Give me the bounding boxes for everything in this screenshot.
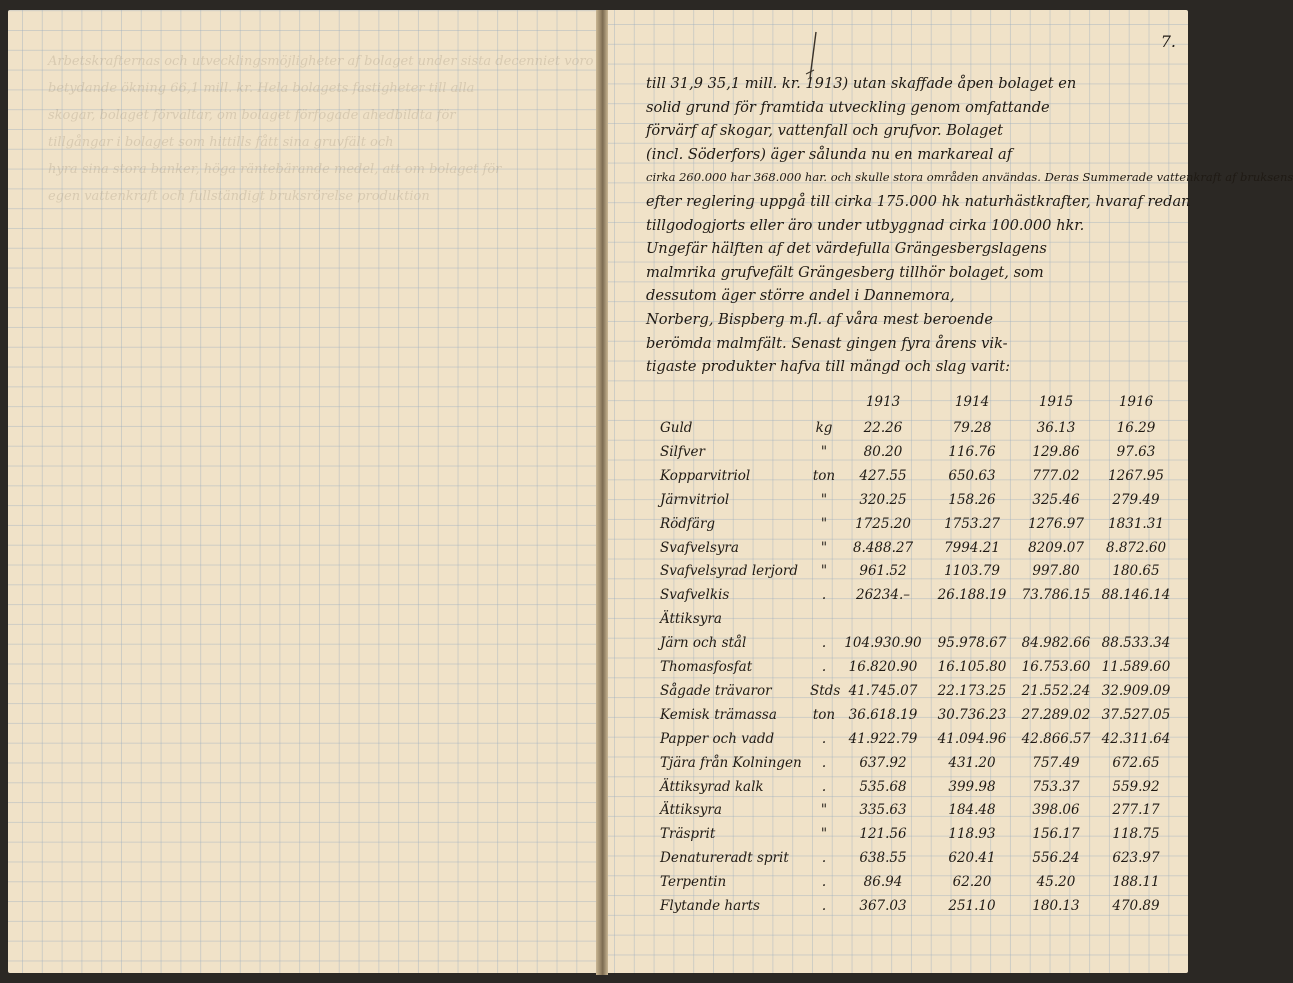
value-1913: 320.25 <box>859 491 907 508</box>
header-1914: 1914 <box>954 394 990 410</box>
row-name: Svafvelsyrad lerjord <box>660 563 799 580</box>
value-1914: 22.173.25 <box>937 682 1007 699</box>
value-1915: 757.49 <box>1032 754 1080 771</box>
value-1916: 16.29 <box>1116 420 1156 436</box>
row-name: Svafvelkis <box>660 587 730 604</box>
value-1915: 556.24 <box>1032 850 1080 867</box>
value-1915: 325.46 <box>1032 491 1080 508</box>
row-unit: " <box>820 802 828 819</box>
ghost-line: skogar, bolaget förvaltar, om bolaget förfogade ahedbildta för <box>48 108 456 123</box>
row-name: Tjära från Kolningen <box>660 754 802 771</box>
table-row <box>660 755 1172 779</box>
value-1915: 16.753.60 <box>1021 659 1091 675</box>
table-row <box>660 779 1172 803</box>
value-1914: 1103.79 <box>944 563 1000 580</box>
value-1913: 41.745.07 <box>848 682 918 699</box>
prose-line: förvärf af skogar, vattenfall och grufvor. Bolaget <box>646 122 1003 140</box>
value-1916: 672.65 <box>1112 754 1160 771</box>
value-1914: 118.93 <box>948 826 996 843</box>
header-1915: 1915 <box>1038 394 1074 410</box>
bleed-through-text <box>48 48 594 210</box>
row-unit: ton <box>812 706 836 723</box>
prose-line: solid grund för framtida utveckling genom omfattande <box>646 98 1050 116</box>
table-row <box>660 444 1172 468</box>
row-name: Sågade trävaror <box>660 682 772 699</box>
table-row <box>660 731 1172 755</box>
value-1914: 1753.27 <box>944 515 1000 532</box>
row-unit: . <box>821 730 827 747</box>
row-name: Svafvelsyra <box>660 539 739 556</box>
binding-gutter <box>596 10 608 975</box>
value-1914: 431.20 <box>948 754 996 771</box>
prose-line: berömda malmfält. Senast gingen fyra årens vik- <box>646 334 1008 352</box>
ghost-line: tillgångar i bolaget som hittills fått sina gruvfält och <box>48 135 394 150</box>
row-name: Thomasfosfat <box>660 659 753 675</box>
value-1915: 42.866.57 <box>1021 730 1091 747</box>
value-1914: 26.188.19 <box>937 587 1007 604</box>
row-name: Järn och stål <box>660 635 747 652</box>
row-name: Träsprit <box>660 826 716 843</box>
row-name: Terpentin <box>660 874 727 891</box>
value-1914: 62.20 <box>952 874 992 891</box>
row-name: Flytande harts <box>660 898 760 914</box>
row-unit: . <box>821 898 827 914</box>
table-row <box>660 707 1172 731</box>
value-1914: 158.26 <box>948 491 996 508</box>
value-1916: 279.49 <box>1112 491 1160 508</box>
row-unit: kg <box>815 420 833 436</box>
value-1915: 84.982.66 <box>1021 635 1091 652</box>
value-1913: 535.68 <box>859 778 907 795</box>
table-row <box>660 874 1172 898</box>
table-row <box>660 898 1172 922</box>
value-1915: 73.786.15 <box>1021 587 1091 604</box>
value-1916: 8.872.60 <box>1105 539 1167 556</box>
value-1913: 26234.– <box>856 587 910 604</box>
value-1914: 30.736.23 <box>937 706 1007 723</box>
row-name: Ättiksyra <box>660 802 722 819</box>
row-unit: " <box>820 539 828 556</box>
row-unit: " <box>820 443 828 460</box>
prose-line: tigaste produkter hafva till mängd och slag varit: <box>646 358 1011 376</box>
value-1915: 997.80 <box>1032 563 1080 580</box>
left-page <box>8 10 596 973</box>
table-row <box>660 492 1172 516</box>
value-1914: 79.28 <box>952 420 992 436</box>
value-1913: 80.20 <box>863 443 903 460</box>
value-1914: 7994.21 <box>944 539 1000 556</box>
value-1915: 180.13 <box>1032 898 1080 914</box>
value-1916: 623.97 <box>1112 850 1160 867</box>
value-1913: 16.820.90 <box>848 659 918 675</box>
value-1913: 36.618.19 <box>848 706 918 723</box>
value-1915: 129.86 <box>1032 443 1080 460</box>
row-unit: . <box>821 635 827 652</box>
value-1916: 180.65 <box>1112 563 1160 580</box>
row-name: Papper och vadd <box>660 730 775 747</box>
value-1916: 1267.95 <box>1108 467 1164 484</box>
value-1916: 37.527.05 <box>1101 706 1171 723</box>
row-unit: ton <box>812 467 836 484</box>
value-1915: 156.17 <box>1032 826 1080 843</box>
value-1914: 251.10 <box>948 898 996 914</box>
ghost-line: hyra sina stora banker, höga räntebärande medel, att om bolaget för <box>48 162 502 177</box>
table-row <box>660 635 1172 659</box>
value-1915: 21.552.24 <box>1021 682 1091 699</box>
value-1913: 41.922.79 <box>848 730 918 747</box>
table-row <box>660 683 1172 707</box>
prose-line: efter reglering uppgå till cirka 175.000 hk naturhästkrafter, hvaraf redan <box>646 192 1191 210</box>
table-row <box>660 563 1172 587</box>
value-1913: 427.55 <box>859 467 907 484</box>
row-name: Kopparvitriol <box>660 467 751 484</box>
value-1915: 36.13 <box>1036 420 1076 436</box>
value-1913: 104.930.90 <box>844 635 922 652</box>
row-unit: Stds <box>810 682 841 699</box>
prose-line: dessutom äger större andel i Dannemora, <box>646 287 955 305</box>
row-unit: . <box>821 778 827 795</box>
handwritten-prose <box>646 72 1293 379</box>
value-1915: 777.02 <box>1032 467 1080 484</box>
value-1915: 398.06 <box>1032 802 1080 819</box>
value-1913: 961.52 <box>859 563 907 580</box>
table-row <box>660 420 1172 444</box>
page-number: 7. <box>1160 32 1176 51</box>
prose-line: Norberg, Bispberg m.fl. af våra mest beroende <box>646 310 993 328</box>
row-unit: " <box>820 491 828 508</box>
value-1916: 188.11 <box>1112 874 1160 891</box>
ghost-line: egen vattenkraft och fullständigt bruksrörelse produktion <box>48 189 430 204</box>
value-1916: 470.89 <box>1112 898 1160 914</box>
ghost-line: betydande ökning 66,1 mill. kr. Hela bolagets fastigheter till alla <box>48 81 475 96</box>
value-1914: 399.98 <box>948 778 996 795</box>
value-1913: 121.56 <box>859 826 907 843</box>
value-1915: 753.37 <box>1032 778 1080 795</box>
value-1916: 88.146.14 <box>1101 587 1171 604</box>
row-name: Silfver <box>660 443 705 460</box>
prose-line: tillgodogjorts eller äro under utbyggnad cirka 100.000 hkr. <box>646 216 1085 234</box>
value-1915: 27.289.02 <box>1021 706 1091 723</box>
value-1913: 367.03 <box>859 898 907 914</box>
value-1916: 118.75 <box>1112 826 1160 843</box>
value-1916: 32.909.09 <box>1101 682 1171 699</box>
value-1916: 11.589.60 <box>1101 659 1171 675</box>
table-row <box>660 516 1172 540</box>
value-1915: 45.20 <box>1036 874 1076 891</box>
table-row <box>660 540 1172 564</box>
table-row <box>660 468 1172 492</box>
value-1916: 1831.31 <box>1108 515 1164 532</box>
row-unit: . <box>821 850 827 867</box>
value-1914: 16.105.80 <box>937 659 1007 675</box>
value-1913: 22.26 <box>863 420 903 436</box>
row-unit: " <box>820 826 828 843</box>
header-1913: 1913 <box>865 394 901 410</box>
value-1913: 1725.20 <box>855 515 911 532</box>
ghost-line: Arbetskrafternas och utvecklingsmöjligheter af bolaget under sista decenniet voro <box>48 54 594 69</box>
row-name: Ättiksyra <box>660 611 722 628</box>
row-unit: . <box>821 659 827 675</box>
row-name: Kemisk trämassa <box>660 706 777 723</box>
value-1913: 8.488.27 <box>852 539 914 556</box>
value-1915: 8209.07 <box>1028 539 1084 556</box>
row-name: Rödfärg <box>660 515 716 532</box>
table-row <box>660 826 1172 850</box>
table-row <box>660 659 1172 683</box>
table-row <box>660 802 1172 826</box>
row-name: Guld <box>660 420 693 436</box>
value-1914: 116.76 <box>948 443 996 460</box>
value-1914: 95.978.67 <box>937 635 1007 652</box>
table-header <box>660 394 1172 416</box>
value-1916: 88.533.34 <box>1101 635 1171 652</box>
table-row <box>660 850 1172 874</box>
notebook-spread <box>8 10 1293 975</box>
right-page <box>608 10 1293 973</box>
header-1916: 1916 <box>1118 394 1154 410</box>
value-1914: 184.48 <box>948 802 996 819</box>
prose-line: cirka 260.000 har 368.000 har. och skulle stora områden användas. Deras Summerade vattenkraft af bruksens <box>646 170 1293 185</box>
value-1913: 638.55 <box>859 850 907 867</box>
value-1913: 86.94 <box>863 874 903 891</box>
prose-line: (incl. Söderfors) äger sålunda nu en markareal af <box>646 145 1013 163</box>
prose-line: Ungefär hälften af det värdefulla Grängesbergslagens <box>646 240 1047 258</box>
value-1916: 277.17 <box>1112 802 1160 819</box>
value-1914: 620.41 <box>948 850 996 867</box>
value-1913: 335.63 <box>859 802 907 819</box>
row-unit: . <box>821 587 827 604</box>
value-1915: 1276.97 <box>1028 515 1084 532</box>
value-1916: 97.63 <box>1116 443 1156 460</box>
row-unit: . <box>821 754 827 771</box>
row-name: Järnvitriol <box>660 491 730 508</box>
table-row <box>660 587 1172 611</box>
value-1916: 42.311.64 <box>1101 730 1171 747</box>
prose-line: till 31,9 35,1 mill. kr. 1913) utan skaffade åpen bolaget en <box>646 75 1077 92</box>
row-unit: " <box>820 563 828 580</box>
value-1913: 637.92 <box>859 754 907 771</box>
prose-line: malmrika grufvefält Grängesberg tillhör bolaget, som <box>646 263 1044 281</box>
value-1914: 41.094.96 <box>937 730 1007 747</box>
row-name: Ättiksyrad kalk <box>660 778 764 795</box>
value-1914: 650.63 <box>948 467 996 484</box>
row-unit: " <box>820 515 828 532</box>
value-1916: 559.92 <box>1112 778 1160 795</box>
row-name: Denatureradt sprit <box>660 850 789 867</box>
row-unit: . <box>821 874 827 891</box>
table-row <box>660 611 1172 635</box>
